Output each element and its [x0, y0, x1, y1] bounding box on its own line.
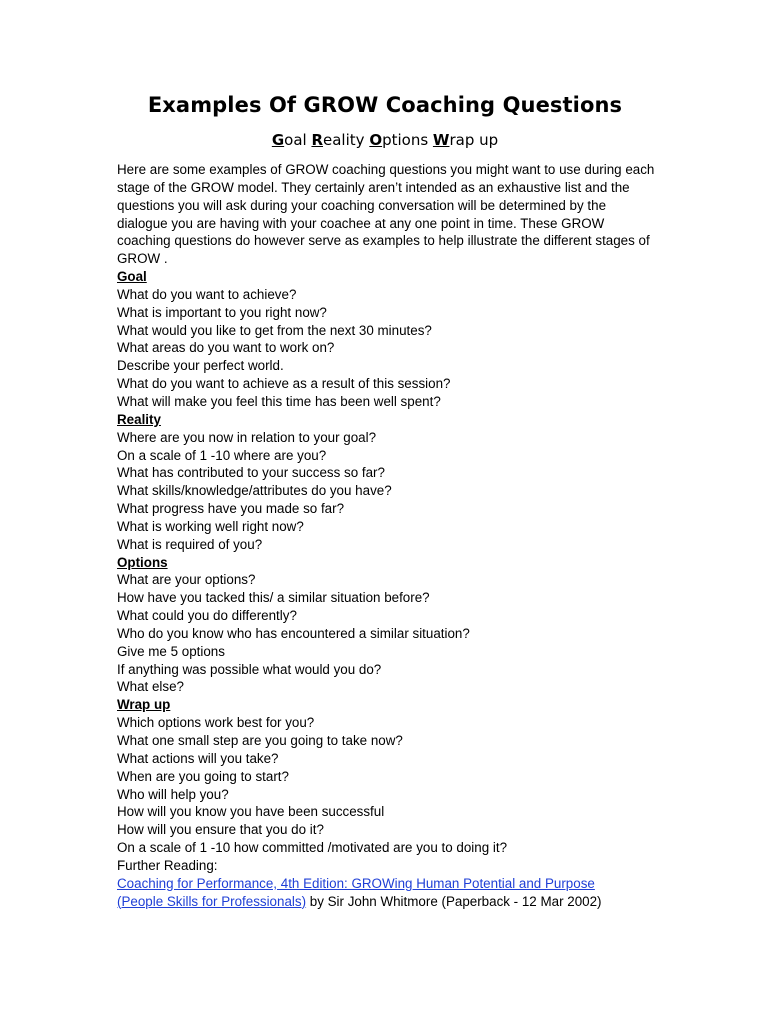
further-reading — [117, 857, 657, 911]
question-item: Which options work best for you? — [117, 715, 315, 731]
question-item: What would you like to get from the next 30 minutes? — [117, 322, 432, 338]
subtitle-word-options: ptions — [382, 131, 433, 149]
page-title: Examples Of GROW Coaching Questions — [147, 93, 623, 117]
question-item: What is working well right now? — [117, 518, 304, 534]
question-item: How will you know you have been successful — [117, 804, 385, 820]
question-item: Where are you now in relation to your goal? — [117, 429, 377, 445]
section-reality — [117, 411, 657, 554]
section-wrap-up — [117, 696, 657, 857]
intro-paragraph: Here are some examples of GROW coaching questions you might want to use during each stage of the GROW model. They certainly aren’t intended as an exhaustive list and the questions you will ask during your coaching conversation will be determined by the dialogue you are having with your coachee at any one point in time. These GROW coaching questions do however serve as examples to help illustrate the different stages of GROW . — [117, 162, 655, 267]
question-item: How will you ensure that you do it? — [117, 822, 324, 838]
question-item: On a scale of 1 -10 where are you? — [117, 447, 327, 463]
question-item: What one small step are you going to take now? — [117, 733, 403, 748]
further-reading-label: Further Reading: — [117, 857, 218, 873]
section-heading-options: Options — [117, 554, 168, 570]
question-item: What could you do differently? — [117, 608, 297, 624]
question-item: On a scale of 1 -10 how committed /motivated are you to doing it? — [117, 840, 508, 856]
section-heading-wrap-up: Wrap up — [117, 697, 171, 713]
question-item: When are you going to start? — [117, 768, 289, 784]
subtitle-initial-r: R — [311, 131, 324, 149]
question-item: What do you want to achieve as a result of this session? — [117, 376, 451, 392]
grow-acronym-subtitle — [0, 129, 770, 151]
question-item: Who do you know who has encountered a similar situation? — [117, 625, 470, 641]
question-item: Who will help you? — [117, 786, 229, 802]
question-item: What do you want to achieve? — [117, 286, 297, 302]
question-item: What is important to you right now? — [117, 304, 327, 320]
book-link-title[interactable]: Coaching for Performance, 4th Edition: GROWing Human Potential and Purpose — [117, 875, 595, 891]
question-item: What is required of you? — [117, 536, 263, 552]
document-body — [117, 161, 657, 910]
book-author-details: by Sir John Whitmore (Paperback - 12 Mar 2002) — [306, 893, 602, 909]
subtitle-initial-w: W — [432, 131, 450, 149]
subtitle-initial-o: O — [369, 131, 383, 149]
subtitle-word-wrap-up: rap up — [449, 131, 499, 149]
question-item: What areas do you want to work on? — [117, 340, 335, 356]
question-item: What will make you feel this time has been well spent? — [117, 393, 441, 409]
question-item: How have you tacked this/ a similar situation before? — [117, 590, 430, 606]
subtitle-word-goal: oal — [284, 131, 312, 149]
question-item: What are your options? — [117, 572, 256, 588]
question-item: Describe your perfect world. — [117, 358, 284, 374]
question-item: If anything was possible what would you do? — [117, 661, 382, 677]
book-link-line — [117, 875, 657, 893]
question-item: What progress have you made so far? — [117, 501, 345, 517]
subtitle-word-reality: eality — [323, 131, 370, 149]
question-item: What else? — [117, 679, 184, 695]
question-item: Give me 5 options — [117, 643, 225, 659]
subtitle-initial-g: G — [271, 131, 285, 149]
question-item: What skills/knowledge/attributes do you have? — [117, 483, 392, 499]
section-heading-reality: Reality — [117, 411, 161, 427]
book-link-series[interactable]: (People Skills for Professionals) — [117, 893, 307, 909]
section-goal — [117, 268, 657, 411]
section-options — [117, 554, 657, 697]
book-citation-line — [117, 893, 657, 911]
section-heading-goal: Goal — [117, 269, 147, 285]
question-item: What has contributed to your success so far? — [117, 465, 385, 481]
question-item: What actions will you take? — [117, 750, 279, 766]
